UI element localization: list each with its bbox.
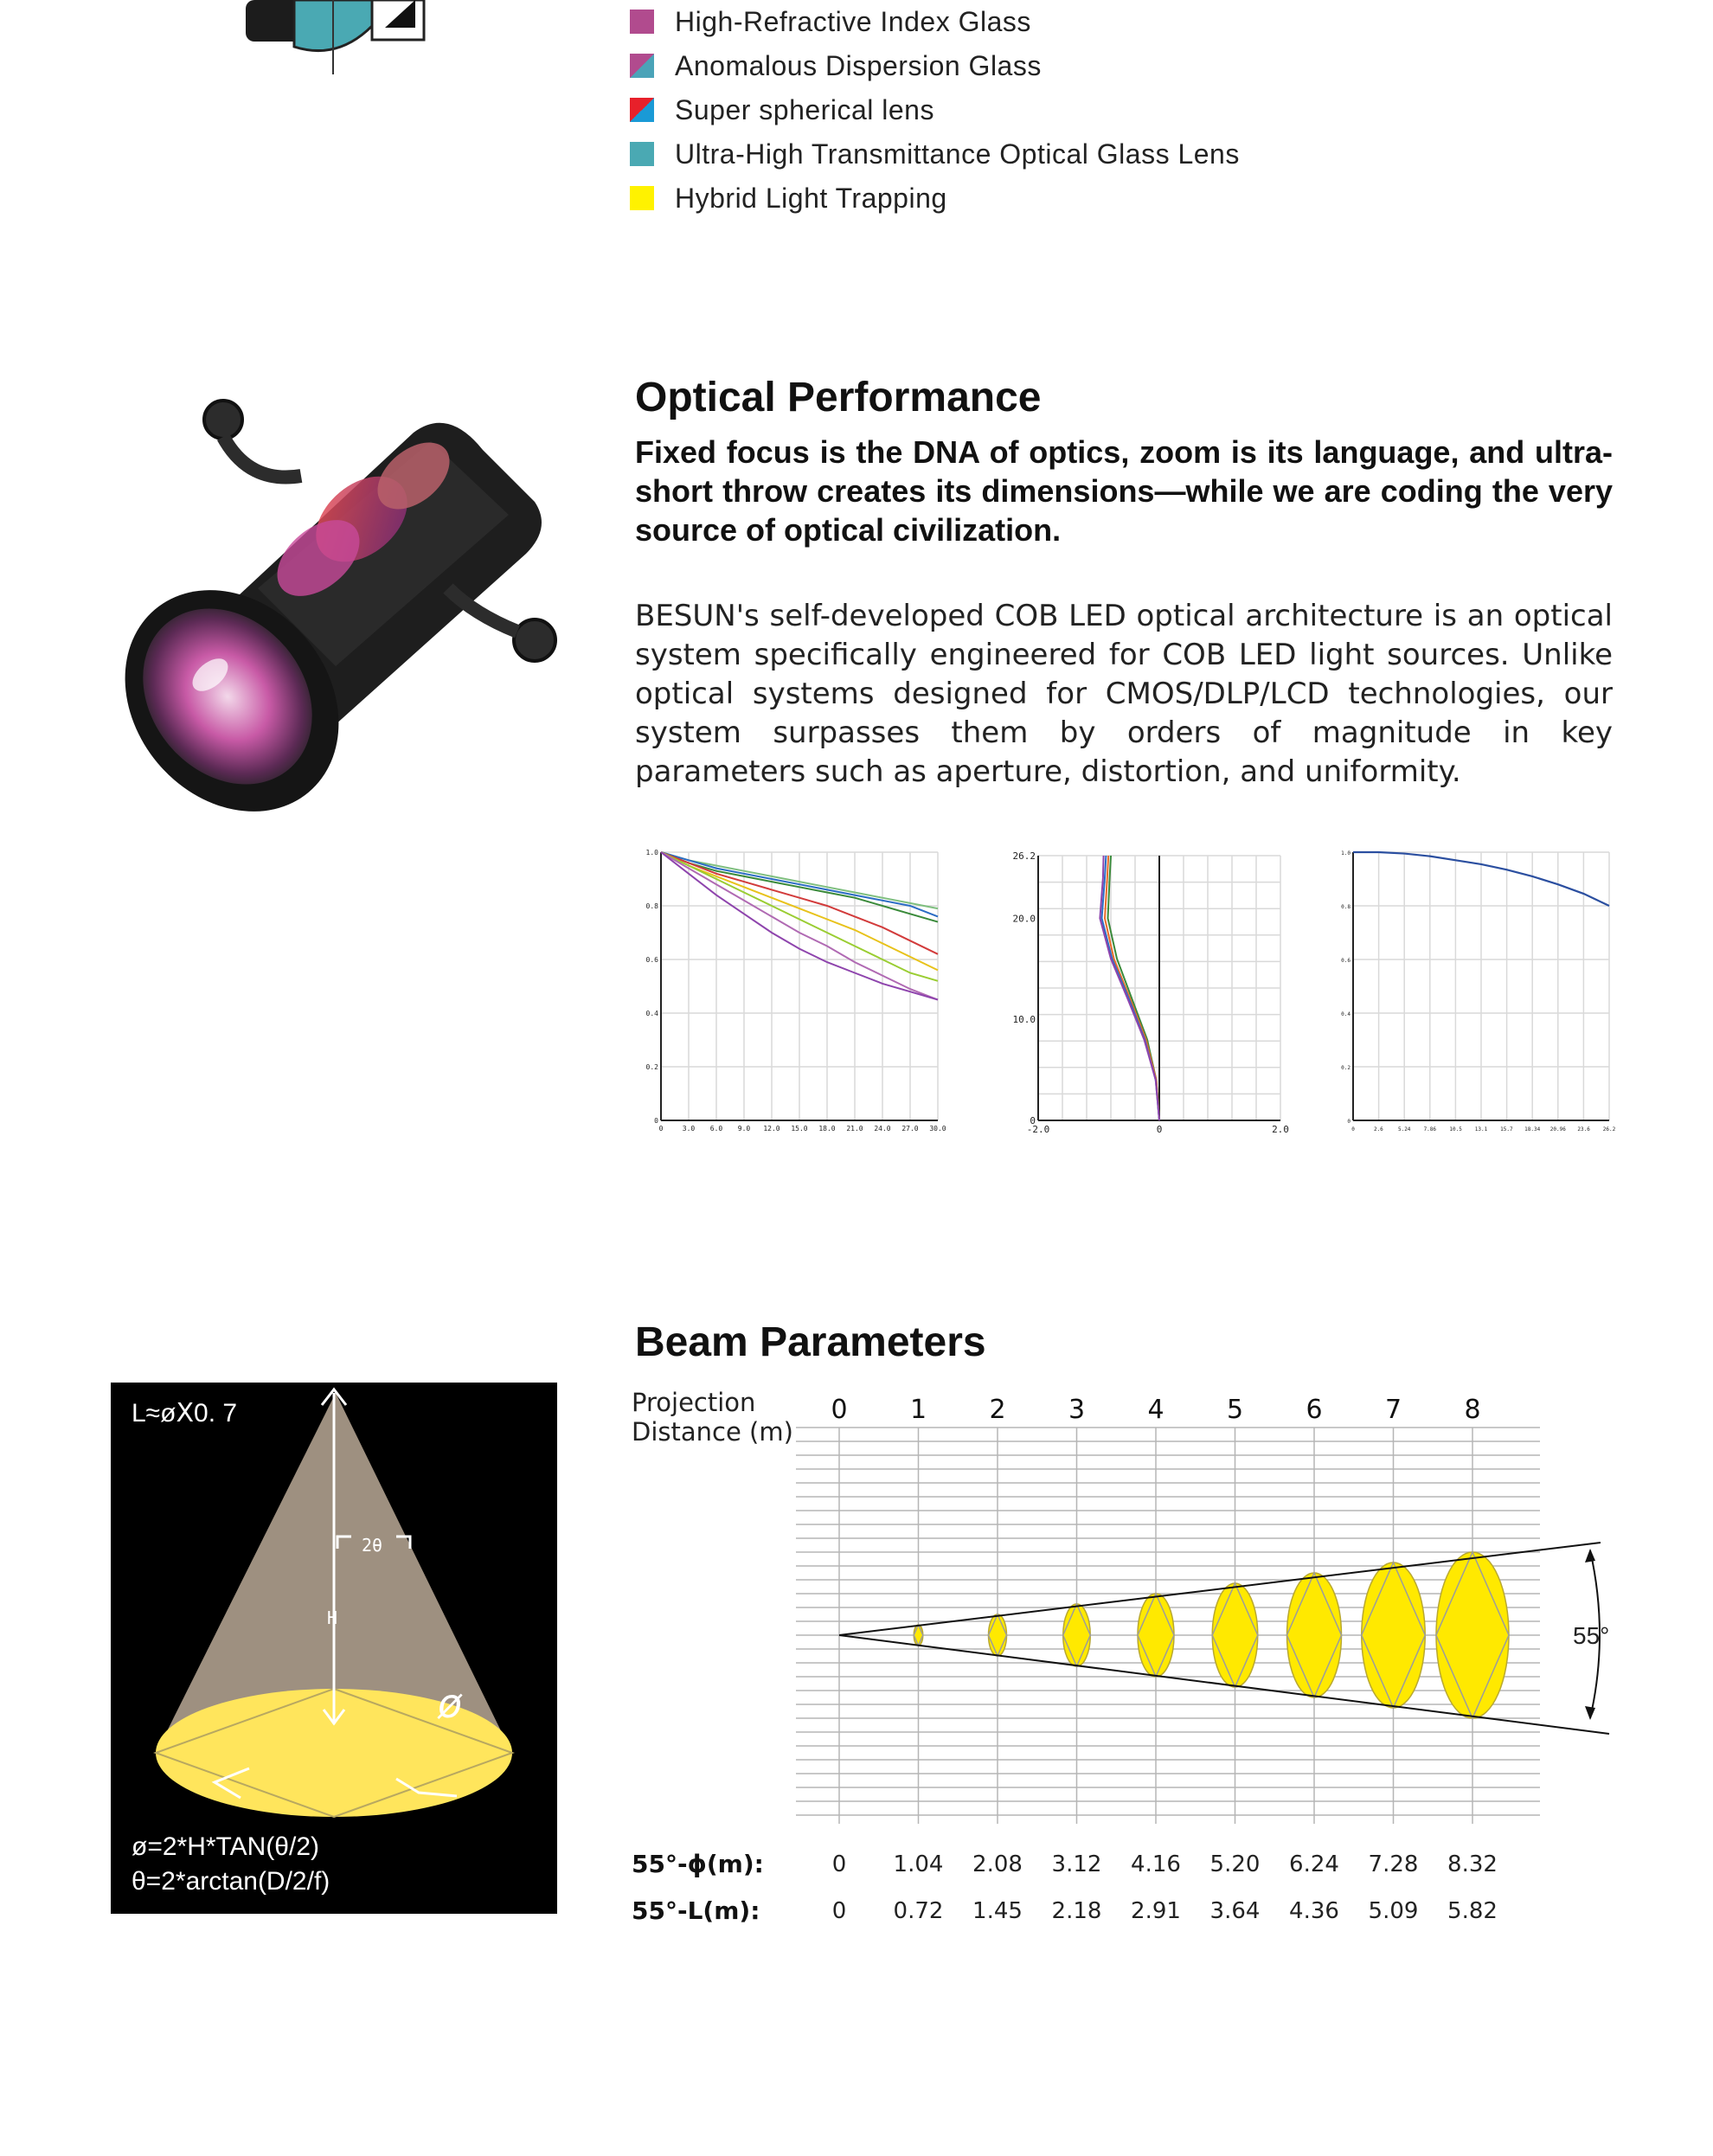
- legend-item: [630, 139, 1240, 169]
- x-tick-label: 18.34: [1524, 1126, 1541, 1133]
- y-tick-label: 26.2: [1012, 850, 1036, 862]
- x-tick-label: 21.0: [846, 1125, 863, 1133]
- row-value: 3.12: [1051, 1851, 1102, 1877]
- x-tick-label: 12.0: [763, 1125, 780, 1133]
- distortion-chart: [1012, 844, 1289, 1142]
- x-tick-label: 30.0: [929, 1125, 946, 1133]
- beam-spot: [1212, 1583, 1258, 1687]
- y-tick-label: 1.0: [1341, 850, 1351, 857]
- y-tick-label: 1.0: [645, 849, 658, 857]
- distance-tick-label: 8: [1464, 1395, 1481, 1425]
- angle-label: 55°: [1573, 1622, 1610, 1649]
- row-value: 0.72: [893, 1898, 944, 1924]
- beam-chart: [796, 1384, 1618, 1838]
- row-value: 4.36: [1289, 1898, 1339, 1924]
- row-value: 5.20: [1209, 1851, 1261, 1877]
- x-tick-label: 2.0: [1272, 1124, 1289, 1135]
- beam-spot: [1063, 1604, 1091, 1666]
- legend-label: Anomalous Dispersion Glass: [675, 49, 1042, 81]
- h-label: H: [327, 1607, 338, 1628]
- distance-tick-label: 5: [1226, 1395, 1244, 1425]
- beam-title: Beam Parameters: [635, 1319, 986, 1365]
- x-tick-label: 24.0: [874, 1125, 891, 1133]
- beam-chart-svg: [796, 1384, 1618, 1834]
- beam-diagram: [111, 1383, 557, 1914]
- x-tick-label: 20.96: [1549, 1126, 1566, 1133]
- x-tick-label: 3.0: [682, 1125, 696, 1133]
- y-tick-label: 0: [654, 1117, 658, 1125]
- row-label-l: 55°-L(m):: [632, 1896, 760, 1925]
- row-value: 8.32: [1447, 1851, 1498, 1877]
- legend-label: Super spherical lens: [675, 93, 934, 125]
- x-tick-label: 23.6: [1577, 1126, 1590, 1133]
- row-value: 2.08: [972, 1851, 1023, 1877]
- y-tick-label: 0: [1030, 1115, 1036, 1126]
- y-tick-label: 0.8: [1341, 904, 1351, 910]
- legend-item: [630, 51, 1042, 80]
- y-tick-label: 0.2: [645, 1063, 658, 1071]
- optical-body: BESUN's self-developed COB LED optical architecture is an optical system specifically engineered for COB LED light sources. Unlike optical systems designed for CMOS/DLP/LCD technologies, our system surpasses them by orders of magnitude in key parameters such as aperture, distortion, and uniformity.: [635, 599, 1613, 789]
- row-value: 2.91: [1131, 1898, 1181, 1924]
- row-value: 7.28: [1368, 1851, 1419, 1877]
- x-tick-label: 7.86: [1423, 1126, 1437, 1133]
- x-tick-label: 15.0: [791, 1125, 808, 1133]
- beam-spot: [1287, 1573, 1342, 1697]
- y-tick-label: 0.8: [645, 902, 658, 910]
- anomalous-dispersion-swatch: [630, 54, 654, 78]
- distance-tick-label: 7: [1384, 1395, 1402, 1425]
- distance-tick-label: 1: [909, 1395, 927, 1425]
- x-tick-label: 0: [658, 1125, 664, 1133]
- row-value: 0: [831, 1898, 847, 1924]
- phi-label: ø: [438, 1680, 463, 1727]
- row-value: 5.82: [1447, 1898, 1498, 1924]
- distance-tick-label: 3: [1068, 1395, 1086, 1425]
- x-tick-label: 5.24: [1397, 1126, 1411, 1133]
- row-value: 3.64: [1209, 1898, 1261, 1924]
- legend-item: [630, 95, 934, 125]
- x-tick-label: 2.6: [1373, 1126, 1383, 1133]
- formula-theta: θ=2*arctan(D/2/f): [132, 1867, 330, 1896]
- ultra-transmittance-swatch: [630, 142, 654, 166]
- optical-title: Optical Performance: [635, 375, 1042, 420]
- lens-product-image: [102, 372, 587, 822]
- row-value: 5.09: [1368, 1898, 1419, 1924]
- x-tick-label: 26.2: [1602, 1126, 1616, 1133]
- angle-arrow-bottom: [1585, 1706, 1595, 1720]
- x-tick-label: 0: [1156, 1124, 1163, 1135]
- legend-label: Ultra-High Transmittance Optical Glass Lens: [675, 138, 1240, 170]
- row-value: 2.18: [1051, 1898, 1102, 1924]
- x-tick-label: 6.0: [709, 1125, 723, 1133]
- distortion-chart-svg: [1012, 844, 1289, 1138]
- distance-tick-label: 2: [989, 1395, 1006, 1425]
- y-tick-label: 10.0: [1012, 1014, 1036, 1026]
- y-tick-label: 0.2: [1341, 1065, 1351, 1071]
- row-value: 1.45: [972, 1898, 1023, 1924]
- legend-item: [630, 7, 1031, 36]
- hybrid-trapping-swatch: [630, 186, 654, 210]
- y-tick-label: 0.4: [1341, 1011, 1351, 1017]
- row-value: 1.04: [893, 1851, 944, 1877]
- row-value: 4.16: [1131, 1851, 1181, 1877]
- distance-tick-label: 4: [1147, 1395, 1164, 1425]
- x-tick-label: 27.0: [901, 1125, 919, 1133]
- optical-intro: Fixed focus is the DNA of optics, zoom is its language, and ultra-short throw creates its dimensions—while we are coding the very source of optical civilization.: [635, 434, 1613, 548]
- row-value: 0: [831, 1851, 847, 1877]
- projection-distance-label: [632, 1388, 793, 1447]
- x-tick-label: 13.1: [1474, 1126, 1488, 1133]
- super-spherical-swatch: [630, 98, 654, 122]
- theta-label: 2θ: [362, 1535, 383, 1556]
- high-refractive-swatch: [630, 10, 654, 34]
- y-tick-label: 0.4: [645, 1010, 658, 1017]
- x-tick-label: 10.5: [1449, 1126, 1462, 1133]
- legend-item: [630, 183, 947, 213]
- x-tick-label: -2.0: [1026, 1124, 1050, 1135]
- beam-spot: [1436, 1552, 1509, 1718]
- lens-cutaway-top: [242, 0, 433, 74]
- legend-label: Hybrid Light Trapping: [675, 182, 947, 214]
- xlabel-line1: Projection: [632, 1388, 756, 1417]
- distance-tick-label: 6: [1306, 1395, 1323, 1425]
- beam-top-label: L≈øⅩ0. 7: [132, 1399, 238, 1428]
- row-value: 6.24: [1289, 1851, 1339, 1877]
- y-tick-label: 0.6: [645, 956, 658, 964]
- y-tick-label: 20.0: [1012, 913, 1036, 925]
- y-tick-label: 0.6: [1341, 958, 1351, 964]
- xlabel-line2: Distance (m): [632, 1417, 793, 1447]
- row-label-phi: 55°-ϕ(m):: [632, 1850, 764, 1878]
- uniformity-chart-svg: [1339, 844, 1616, 1138]
- x-tick-label: 9.0: [737, 1125, 751, 1133]
- angle-arrow-top: [1585, 1549, 1595, 1562]
- distance-tick-label: 0: [831, 1395, 848, 1425]
- mtf-chart-svg: [637, 844, 948, 1138]
- uniformity-chart: [1339, 844, 1616, 1142]
- x-tick-label: 0: [1351, 1126, 1355, 1133]
- formula-diameter: ø=2*H*TAN(θ/2): [132, 1832, 320, 1861]
- x-tick-label: 15.7: [1500, 1126, 1513, 1133]
- beam-spot: [914, 1625, 923, 1646]
- x-tick-label: 18.0: [818, 1125, 836, 1133]
- y-tick-label: 0: [1347, 1119, 1351, 1125]
- beam-spot: [1138, 1594, 1174, 1677]
- legend-label: High-Refractive Index Glass: [675, 5, 1031, 37]
- beam-spot: [989, 1614, 1007, 1656]
- mtf-chart: [637, 844, 948, 1142]
- beam-spot: [1362, 1562, 1426, 1708]
